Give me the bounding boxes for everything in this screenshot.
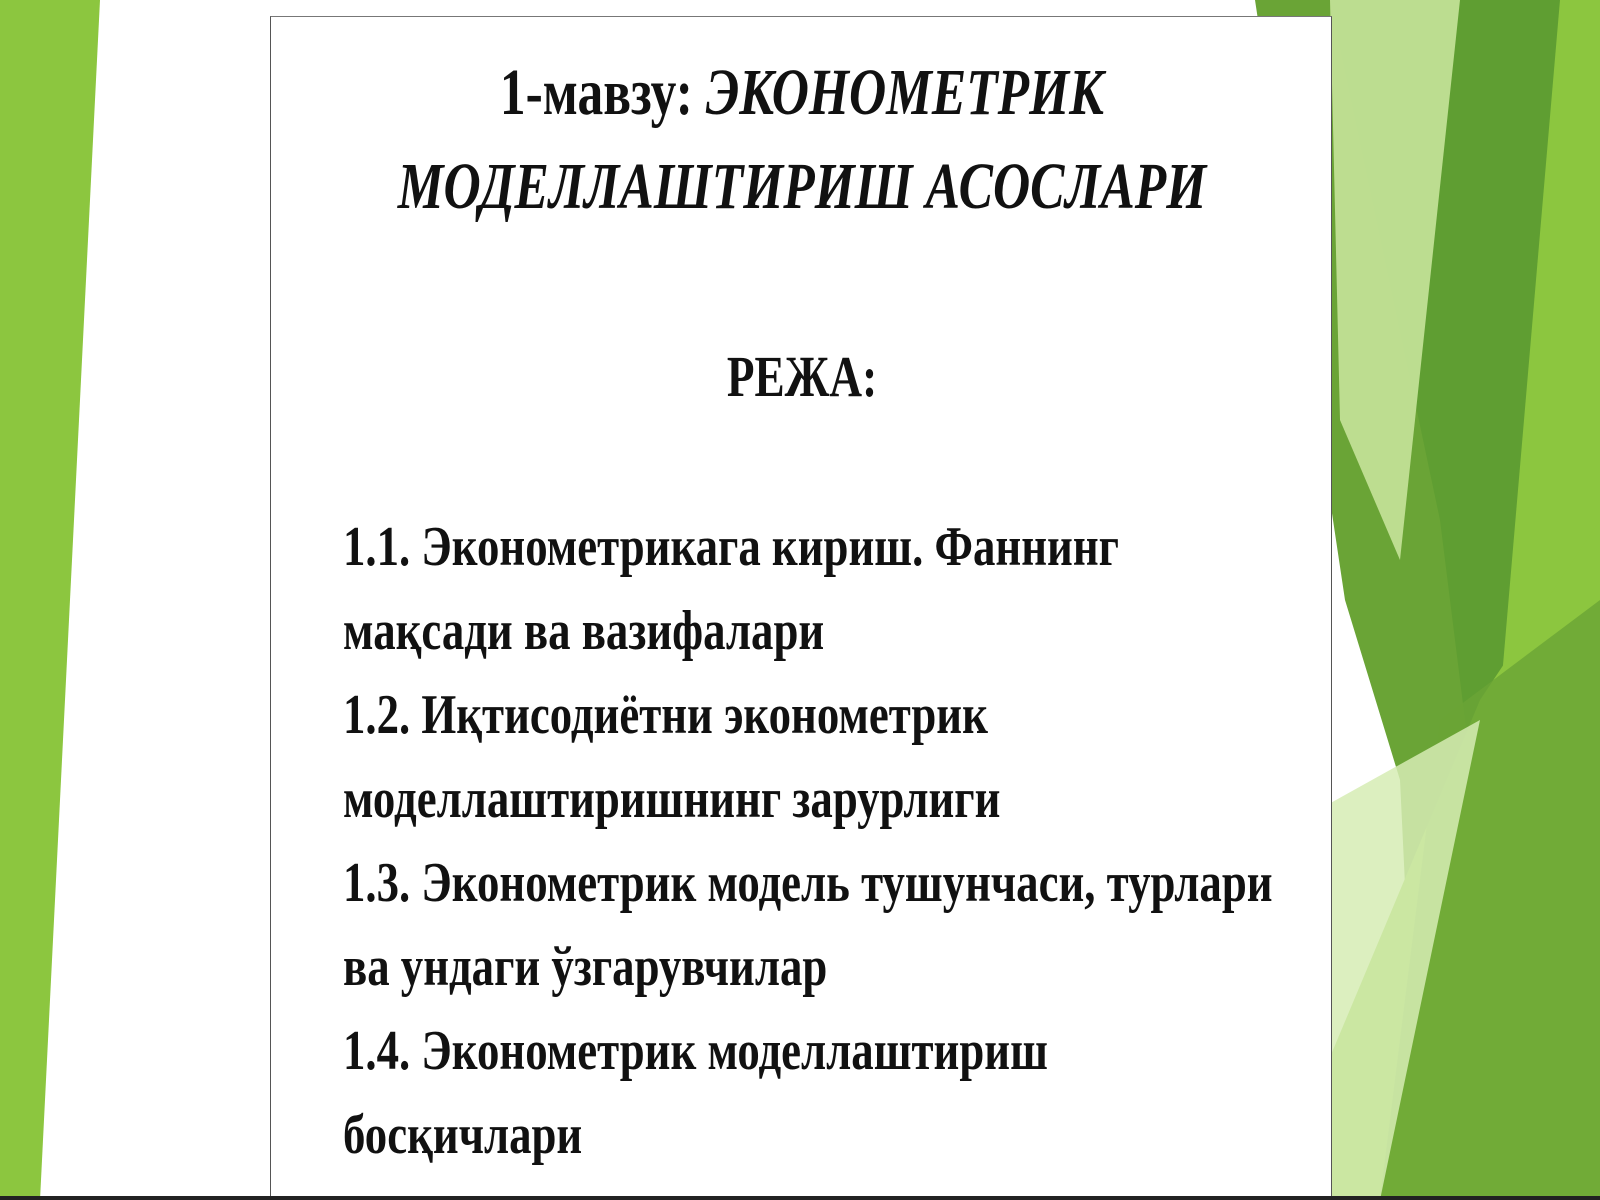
bottom-border xyxy=(0,1196,1600,1200)
title-prefix: 1-мавзу: xyxy=(499,56,706,129)
plan-list xyxy=(343,505,1343,1177)
plan-line: 1.1. Эконометрикага кириш. Фаннинг xyxy=(343,516,1119,578)
plan-line: ва ундаги ўзгарувчилар xyxy=(343,936,828,998)
plan-line: мақсади ва вазифалари xyxy=(343,600,825,662)
plan-line: 1.2. Иқтисодиётни эконометрик xyxy=(343,684,988,746)
left-green-shape xyxy=(0,0,100,1200)
plan-heading: РЕЖА: xyxy=(726,344,878,409)
content-panel xyxy=(270,16,1332,1200)
title-italic-line-1: ЭКОНОМЕТРИК xyxy=(705,56,1105,129)
title-line-2: МОДЕЛЛАШТИРИШ АСОСЛАРИ xyxy=(397,150,1207,223)
title-line-1 xyxy=(388,53,1216,133)
plan-line: босқичлари xyxy=(343,1104,583,1166)
plan-line: моделлаштиришнинг зарурлиги xyxy=(343,768,1001,830)
plan-line: 1.3. Эконометрик модель тушунчаси, турлари xyxy=(343,852,1273,914)
plan-line: 1.4. Эконометрик моделлаштириш xyxy=(343,1020,1048,1082)
